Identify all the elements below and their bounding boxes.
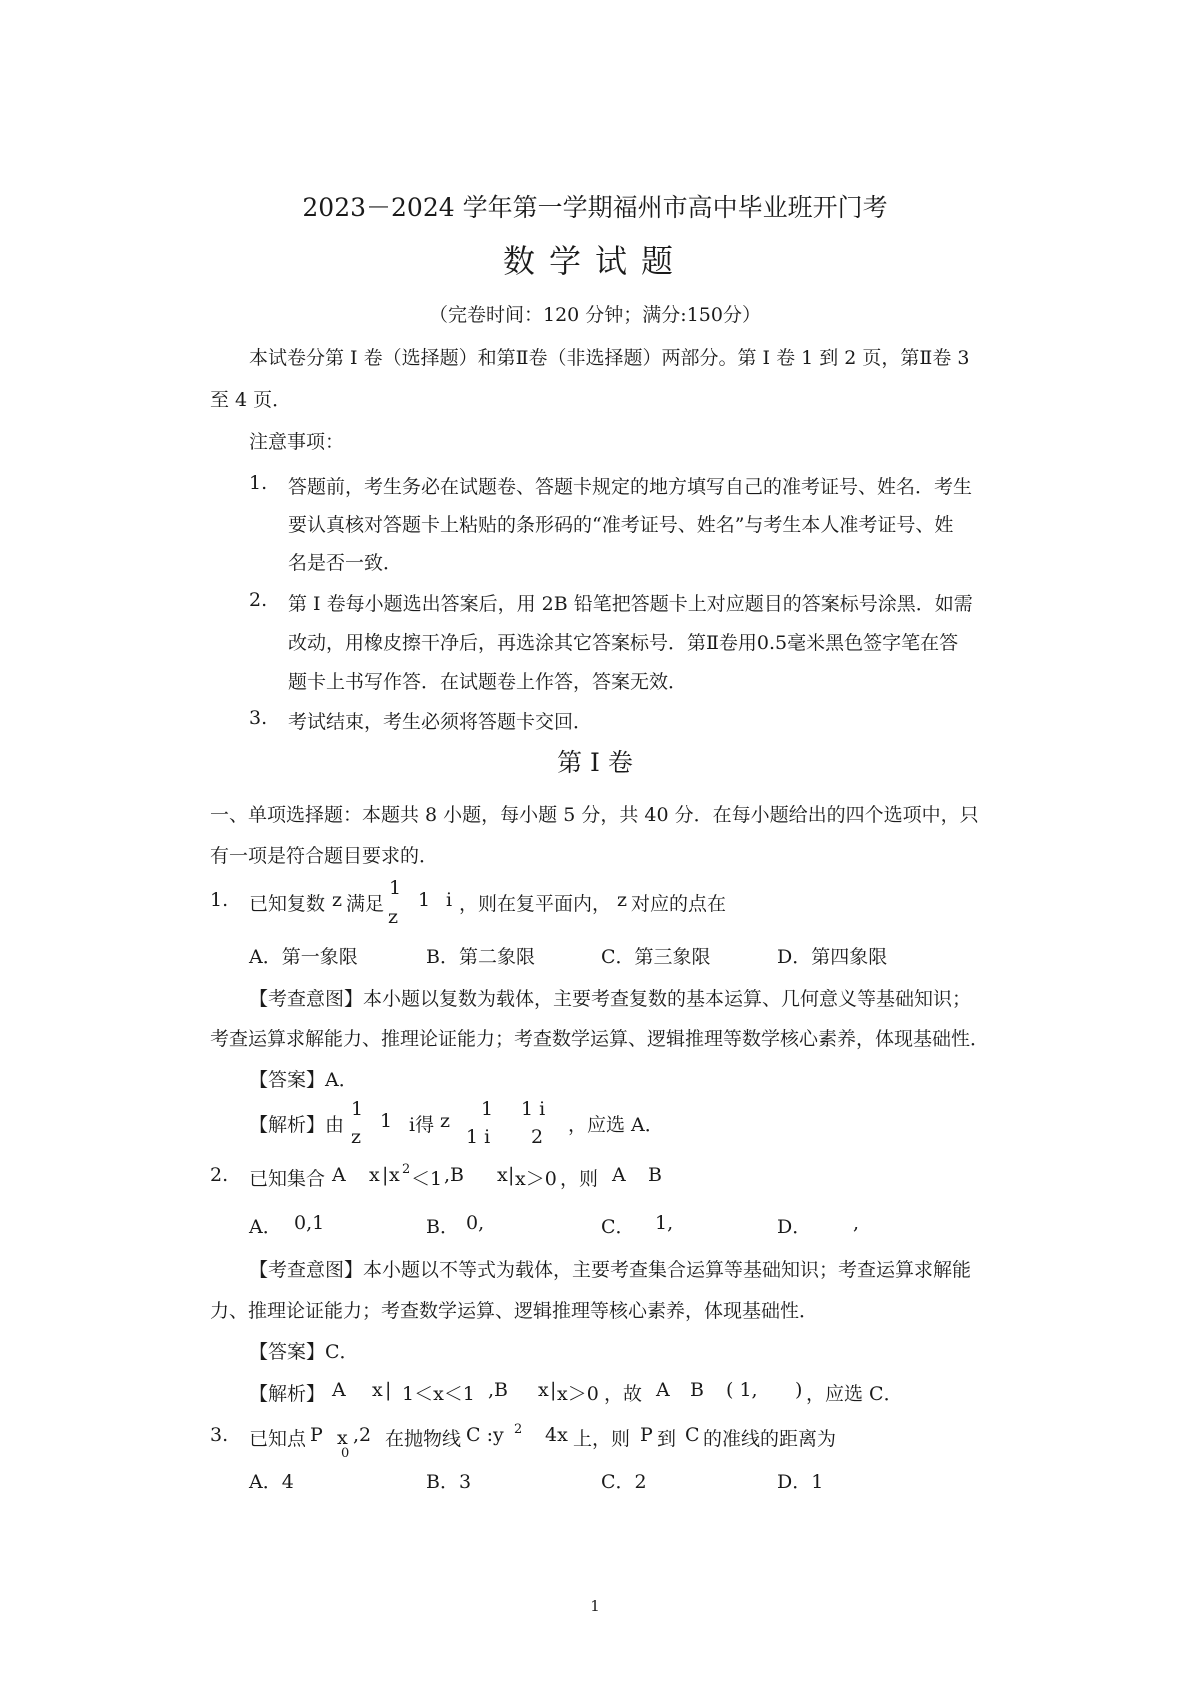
question-text: 满足 xyxy=(346,893,385,915)
note-number: 2. xyxy=(249,589,268,611)
option-b-label: B． xyxy=(426,1216,459,1238)
math-var: x xyxy=(369,1164,380,1186)
math-var: B xyxy=(690,1379,704,1401)
math-term: ( 1, xyxy=(726,1379,758,1401)
intro-line-2: 至 4 页． xyxy=(210,389,292,411)
math-term: 1 xyxy=(380,1110,393,1132)
math-var: x xyxy=(337,1427,348,1449)
option-a-value: 0,1 xyxy=(294,1212,325,1234)
fraction-denominator: z xyxy=(388,906,399,928)
question-text: ，则在复平面内， xyxy=(459,893,612,915)
math-var: ,B xyxy=(444,1164,465,1186)
math-var: x xyxy=(538,1379,549,1401)
math-var: B xyxy=(648,1164,662,1186)
section-instruction: 一、单项选择题：本题共 8 小题，每小题 5 分，共 40 分．在每小题给出的四个选项中，只 xyxy=(210,804,979,826)
fraction-numerator: 1 i xyxy=(521,1098,546,1120)
section-heading: 第 I 卷 xyxy=(557,748,633,777)
option-c: C．第三象限 xyxy=(601,946,711,968)
question-number: 2. xyxy=(210,1164,229,1186)
math-var: A xyxy=(332,1164,346,1186)
subscript: 0 xyxy=(341,1446,350,1461)
question-text: 在抛物线 xyxy=(385,1428,462,1450)
set-bar: | xyxy=(508,1164,515,1186)
math-var: P xyxy=(310,1424,323,1446)
math-term: C :y xyxy=(466,1424,504,1446)
option-d-label: D． xyxy=(777,1216,812,1238)
question-number: 1. xyxy=(210,889,229,911)
analysis-label: 【解析】由 xyxy=(249,1114,345,1136)
option-d-value: , xyxy=(853,1212,860,1234)
fraction-numerator: 1 xyxy=(351,1098,364,1120)
note-number: 1. xyxy=(249,472,268,494)
exam-info: （完卷时间：120 分钟；满分:150分） xyxy=(429,304,761,326)
intent-text: 【考查意图】本小题以不等式为载体，主要考查集合运算等基础知识；考查运算求解能 xyxy=(249,1259,972,1281)
note-line: 题卡上书写作答．在试题卷上作答，答案无效． xyxy=(288,671,688,693)
math-term: x＞0 xyxy=(557,1383,599,1405)
fraction-numerator: 1 xyxy=(389,877,402,899)
math-term: i xyxy=(446,889,453,911)
page-number: 1 xyxy=(590,1597,600,1615)
fraction-denominator: z xyxy=(351,1126,362,1148)
math-var: P xyxy=(640,1424,653,1446)
question-text: 上，则 xyxy=(573,1428,631,1450)
note-line: 要认真核对答题卡上粘贴的条形码的“准考证号、姓名”与考生本人准考证号、姓 xyxy=(288,514,954,536)
question-text: 对应的点在 xyxy=(631,893,727,915)
question-text: 到 xyxy=(657,1428,677,1450)
math-var: A xyxy=(612,1164,626,1186)
math-term: 4x xyxy=(545,1424,568,1446)
math-term: ,2 xyxy=(353,1424,372,1446)
note-line: 名是否一致． xyxy=(288,552,403,574)
option-d: D．第四象限 xyxy=(777,946,888,968)
math-var: x xyxy=(372,1379,383,1401)
analysis-text: ，应选 C． xyxy=(806,1383,903,1405)
option-c-label: C． xyxy=(601,1216,635,1238)
option-a-label: A． xyxy=(249,1216,282,1238)
question-text: 的准线的距离为 xyxy=(703,1428,837,1450)
intent-text: 【考查意图】本小题以复数为载体，主要考查复数的基本运算、几何意义等基础知识； xyxy=(249,988,972,1010)
intent-text: 力、推理论证能力；考查数学运算、逻辑推理等核心素养，体现基础性． xyxy=(210,1300,819,1322)
intent-text: 考查运算求解能力、推理论证能力；考查数学运算、逻辑推理等数学核心素养，体现基础性． xyxy=(210,1028,990,1050)
fraction-denominator: 1 i xyxy=(466,1126,491,1148)
question-number: 3. xyxy=(210,1424,229,1446)
option-d: D．1 xyxy=(777,1471,824,1493)
analysis-text: ，应选 A． xyxy=(568,1114,664,1136)
math-term: i得 xyxy=(409,1114,435,1136)
set-bar: | xyxy=(550,1379,557,1401)
option-b-value: 0, xyxy=(466,1212,485,1234)
question-text: 已知点 xyxy=(249,1428,307,1450)
analysis-label: 【解析】 xyxy=(249,1383,326,1405)
math-var: A xyxy=(332,1379,346,1401)
exam-title: 2023－2024 学年第一学期福州市高中毕业班开门考 xyxy=(302,193,888,222)
section-instruction: 有一项是符合题目要求的． xyxy=(210,845,439,867)
math-var: ,B xyxy=(488,1379,509,1401)
option-b: B．3 xyxy=(426,1471,472,1493)
math-var: z xyxy=(332,889,343,911)
question-text: 已知集合 xyxy=(249,1168,326,1190)
math-var: x xyxy=(497,1164,508,1186)
question-text: ，则 xyxy=(560,1168,599,1190)
math-term: ＜1 xyxy=(411,1168,443,1190)
notes-title: 注意事项： xyxy=(249,431,345,453)
option-a: A．4 xyxy=(249,1471,294,1493)
math-term: x＞0 xyxy=(515,1168,557,1190)
superscript: 2 xyxy=(402,1162,411,1177)
answer-text: 【答案】A． xyxy=(249,1069,358,1091)
math-term: 1 xyxy=(418,889,431,911)
note-line: 改动，用橡皮擦干净后，再选涂其它答案标号．第Ⅱ卷用0.5毫米黑色签字笔在答 xyxy=(288,632,959,654)
math-var: C xyxy=(685,1424,700,1446)
superscript: 2 xyxy=(514,1422,523,1437)
option-a: A．第一象限 xyxy=(249,946,358,968)
math-var: x xyxy=(389,1164,400,1186)
option-b: B．第二象限 xyxy=(426,946,535,968)
intro-line-1: 本试卷分第 I 卷（选择题）和第Ⅱ卷（非选择题）两部分。第 I 卷 1 到 2 页，第Ⅱ卷 3 xyxy=(249,347,970,369)
answer-text: 【答案】C． xyxy=(249,1341,359,1363)
note-line: 考试结束，考生必须将答题卡交回． xyxy=(288,711,593,733)
math-var: z xyxy=(440,1110,451,1132)
set-bar: | xyxy=(382,1164,389,1186)
note-line: 第 I 卷每小题选出答案后，用 2B 铅笔把答题卡上对应题目的答案标号涂黑．如需 xyxy=(288,593,973,615)
analysis-text: ，故 xyxy=(604,1383,643,1405)
note-line: 答题前，考生务必在试题卷、答题卡规定的地方填写自己的准考证号、姓名．考生 xyxy=(288,476,973,498)
note-number: 3. xyxy=(249,707,268,729)
option-c: C．2 xyxy=(601,1471,647,1493)
fraction-denominator: 2 xyxy=(531,1126,544,1148)
option-c-value: 1, xyxy=(655,1212,674,1234)
math-term: 1＜x＜1 xyxy=(402,1383,475,1405)
subject-title: 数学试题 xyxy=(502,242,687,280)
question-text: 已知复数 xyxy=(249,893,326,915)
fraction-numerator: 1 xyxy=(481,1098,494,1120)
set-bar: | xyxy=(385,1379,392,1401)
math-var: A xyxy=(656,1379,670,1401)
math-term: ) xyxy=(795,1379,803,1401)
math-var: z xyxy=(617,889,628,911)
